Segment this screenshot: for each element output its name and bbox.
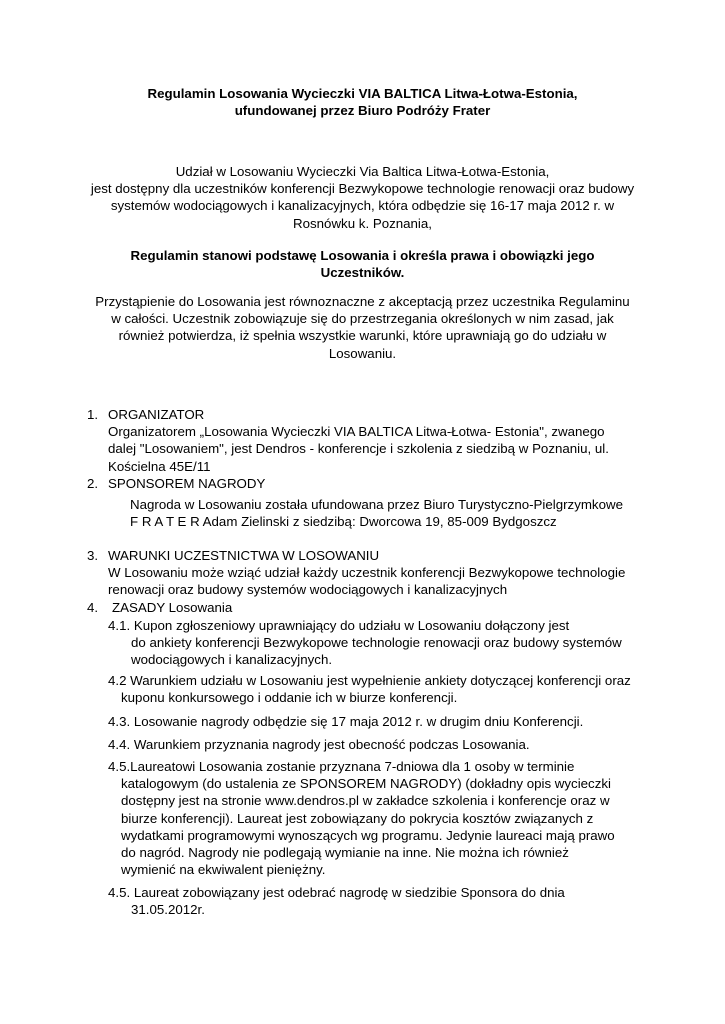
intro-line-1: Udział w Losowaniu Wycieczki Via Baltica Litwa-Łotwa-Estonia, [175,164,550,179]
title-line-2: ufundowanej przez Biuro Podróży Frater [234,103,491,119]
title-line-1: Regulamin Losowania Wycieczki VIA BALTICA Litwa-Łotwa-Estonia, [147,86,578,101]
section-number: 2. [87,476,99,491]
rule-4-3 [108,713,583,730]
section-heading: ORGANIZATOR [108,407,205,422]
rule-line: 4.4. Warunkiem przyznania nagrody jest obecność podczas Losowania. [108,737,530,752]
acceptance-line-2: w całości. Uczestnik zobowiązuje się do przestrzegania określonych w nim zasad, jak [111,311,614,327]
rule-line: do nagród. Nagrody nie podlegają wymianie na inne. Nie można ich również [121,845,569,861]
section-heading: ZASADY Losowania [112,600,233,615]
section-number: 3. [87,548,99,563]
rule-line: 4.3. Losowanie nagrody odbędzie się 17 maja 2012 r. w drugim dniu Konferencji. [108,714,584,729]
rule-line: wydatkami programowymi wynoszących wg programu. Jedynie laureaci mają prawo [121,827,615,843]
intro-line-3: systemów wodociągowych i kanalizacyjnych, która odbędzie się 16-17 maja 2012 r. w [110,198,615,214]
acceptance-line-4: Losowaniu. [328,345,397,361]
rule-line: 4.5.Laureatowi Losowania zostanie przyznana 7-dniowa dla 1 osoby w terminie [108,759,575,774]
section-number: 1. [87,407,99,422]
rule-line: wodociągowych i kanalizacyjnych. [131,652,333,668]
rule-line: dostępny jest na stronie www.dendros.pl w zakładce szkolenia i konferencje oraz w [121,793,610,809]
rule-line: 4.2 Warunkiem udziału w Losowaniu jest wypełnienie ankiety dotyczącej konferencji oraz [108,673,631,688]
rule-line: kuponu konkursowego i oddanie ich w biurze konferencji. [121,690,458,706]
section-line: Organizatorem „Losowania Wycieczki VIA BALTICA Litwa-Łotwa- Estonia", zwanego [108,424,605,440]
rule-line: 4.1. Kupon zgłoszeniowy uprawniający do udziału w Losowaniu dołączony jest [108,618,570,633]
rule-4-5 [108,758,615,878]
rule-line: wymienić na ekwiwalent pieniężny. [121,862,326,878]
rule-4-5-pickup [108,884,565,918]
rule-4-2 [108,672,631,706]
basis-line-2: Uczestników. [320,265,405,281]
acceptance-paragraph [80,293,645,362]
rule-line: biurze konferencji). Laureat jest zobowiązany do pokrycia kosztów związanych z [121,810,594,826]
rule-line: 31.05.2012r. [131,902,205,918]
basis-line-1: Regulamin stanowi podstawę Losowania i określa prawa i obowiązki jego [130,248,595,263]
section-line: Kościelna 45E/11 [108,458,211,474]
section-heading: SPONSOREM NAGRODY [108,476,266,491]
section-number: 4. [87,600,99,615]
intro-line-4: Rosnówku k. Poznania, [293,215,432,231]
basis-paragraph [80,247,645,281]
acceptance-line-1: Przystąpienie do Losowania jest równoznaczne z akceptacją przez uczestnika Regulaminu [95,294,630,309]
document-title [80,85,645,119]
section-line: renowacji oraz budowy systemów wodociągowych i kanalizacyjnych [108,582,508,598]
rule-4-1 [108,617,622,669]
section-heading: WARUNKI UCZESTNICTWA W LOSOWANIU [108,548,380,563]
section-line: F R A T E R Adam Zielinski z siedzibą: Dworcowa 19, 85-009 Bydgoszcz [130,514,557,530]
intro-line-2: jest dostępny dla uczestników konferencji Bezwykopowe technologie renowacji oraz budowy [90,181,635,197]
acceptance-line-3: również potwierdza, iż spełnia wszystkie warunki, które uprawniają go do udziału w [118,328,607,344]
section-line: W Losowaniu może wziąć udział każdy uczestnik konferencji Bezwykopowe technologie [108,565,626,581]
rule-line: 4.5. Laureat zobowiązany jest odebrać nagrodę w siedzibie Sponsora do dnia [108,885,565,900]
rule-line: do ankiety konferencji Bezwykopowe technologie renowacji oraz budowy systemów [131,635,622,651]
rule-line: katalogowym (do ustalenia ze SPONSOREM NAGRODY) (dokładny opis wycieczki [121,776,611,792]
intro-paragraph [80,163,645,232]
rule-4-4 [108,736,530,753]
section-line: dalej "Losowaniem", jest Dendros - konferencje i szkolenia z siedzibą w Poznaniu, ul. [108,441,609,457]
section-line: Nagroda w Losowaniu została ufundowana przez Biuro Turystyczno-Pielgrzymkowe [130,497,623,512]
